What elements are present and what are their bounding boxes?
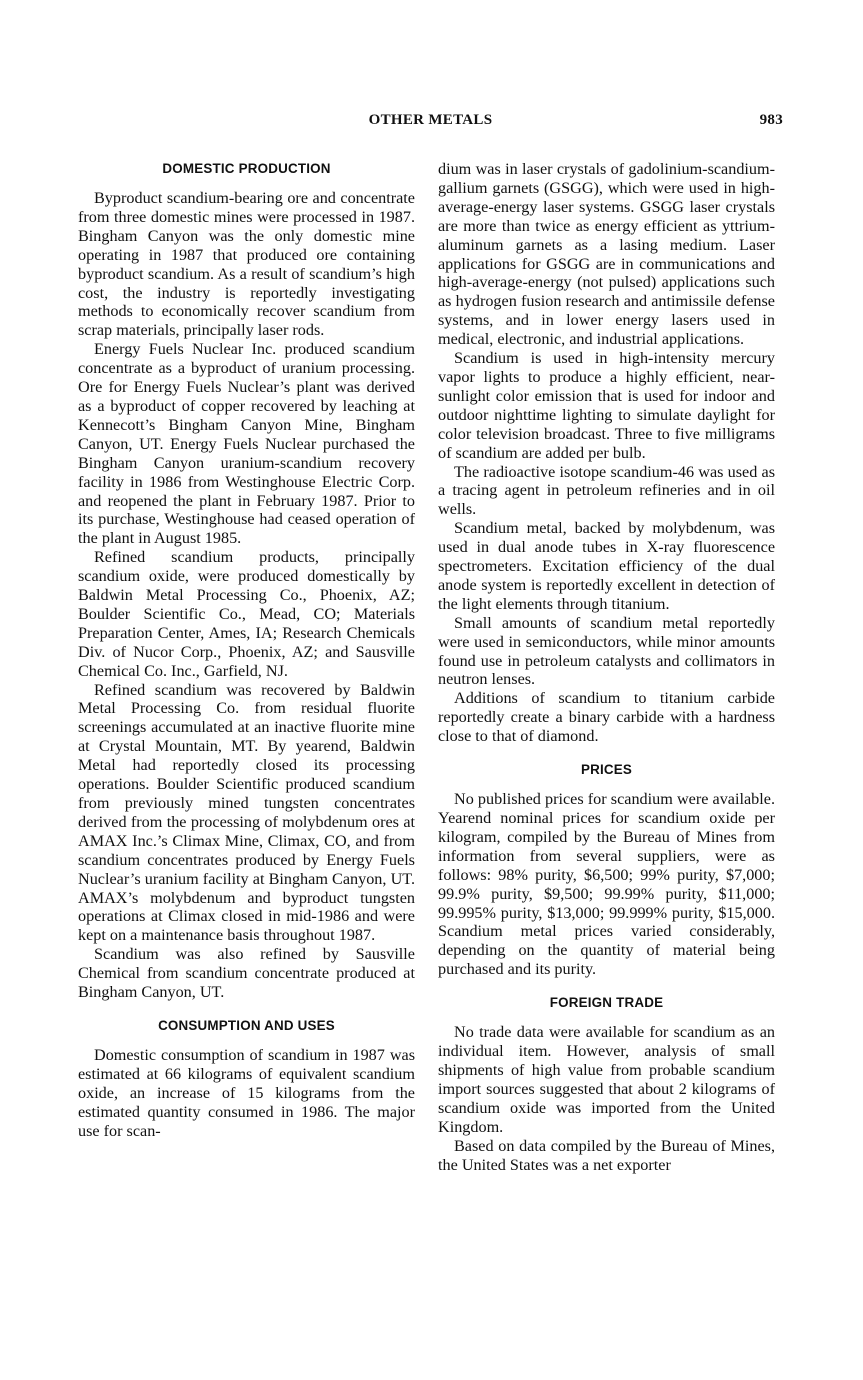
- paragraph: The radioactive isotope scandium-46 was used as a tracing agent in petroleum refineries and in oil wells.: [438, 462, 775, 519]
- paragraph: No trade data were available for scandium as an individual item. However, analysis of small shipments of high value from probable scandium import sources suggested that about 2 kilograms of scandium oxide was imported from the United Kingdom.: [438, 1023, 775, 1136]
- paragraph: No published prices for scandium were available. Yearend nominal prices for scandium oxide per kilogram, compiled by the Bureau of Mines from information from several suppliers, were as follows: 98% purity, $6,500; 99% purity, $7,000; 99.9% purity, $9,500; 99.99% purity, $11,000; 99.995% purity, $13,000; 99.999% purity, $15,000. Scandium metal prices varied considerably, depending on the quantity of material being purchased and its purity.: [438, 790, 775, 979]
- heading-consumption-and-uses: CONSUMPTION AND USES: [158, 1017, 335, 1033]
- running-header: [78, 112, 783, 134]
- heading-prices: PRICES: [580, 762, 633, 778]
- right-column: [438, 160, 775, 1174]
- paragraph: Scandium metal, backed by molybdenum, was used in dual anode tubes in X-ray fluorescence spectrometers. Excitation efficiency of the dual anode system is reportedly excellent in detection of the light elements through titanium.: [438, 519, 775, 613]
- paragraph: Byproduct scandium-bearing ore and concentrate from three domestic mines were processed in 1987. Bingham Canyon was the only domestic mine operating in 1987 that produced ore containing byproduct scandium. As a result of scandium’s high cost, the industry is reportedly investigating methods to economically recover scandium from scrap materials, principally laser rods.: [78, 189, 415, 340]
- page-number: 983: [759, 112, 783, 128]
- running-title: OTHER METALS: [368, 112, 493, 128]
- paragraph: Refined scandium products, principally scandium oxide, were produced domestically by Baldwin Metal Processing Co., Phoenix, AZ; Boulder Scientific Co., Mead, CO; Materials Preparation Center, Ames, IA; Research Chemicals Div. of Nucor Corp., Phoenix, AZ; and Sausville Chemical Co. Inc., Garfield, NJ.: [78, 548, 415, 680]
- paragraph: Refined scandium was recovered by Baldwin Metal Processing Co. from residual fluorite screenings accumulated at an inactive fluorite mine at Crystal Mountain, MT. By yearend, Baldwin Metal had reportedly closed its processing operations. Boulder Scientific produced scandium from previously mined tungsten concentrates derived from the processing of molybdenum ores at AMAX Inc.’s Climax Mine, Climax, CO, and from scandium concentrates produced by Energy Fuels Nuclear’s uranium facility at Bingham Canyon, UT. AMAX’s molybdenum and byproduct tungsten operations at Climax closed in mid-1986 and were kept on a maintenance basis throughout 1987.: [78, 680, 415, 945]
- paragraph: Small amounts of scandium metal reportedly were used in semiconductors, while minor amounts found use in petroleum catalysts and collimators in neutron lenses.: [438, 613, 775, 689]
- paragraph: Scandium is used in high-intensity mercury vapor lights to produce a highly efficient, near-sunlight color emission that is used for indoor and outdoor nighttime lighting to simulate daylight for color television broadcast. Three to five milligrams of scandium are added per bulb.: [438, 349, 775, 462]
- left-column: [78, 160, 415, 1141]
- paragraph: Energy Fuels Nuclear Inc. produced scandium concentrate as a byproduct of uranium processing. Ore for Energy Fuels Nuclear’s plant was derived as a byproduct of copper recovered by leaching at Kennecott’s Bingham Canyon Mine, Bingham Canyon, UT. Energy Fuels Nuclear purchased the Bingham Canyon uranium-scandium recovery facility in 1986 from Westinghouse Electric Corp. and reopened the plant in February 1987. Prior to its purchase, Westinghouse had ceased operation of the plant in August 1985.: [78, 340, 415, 548]
- heading-domestic-production: DOMESTIC PRODUCTION: [162, 161, 331, 176]
- paragraph: Scandium was also refined by Sausville Chemical from scandium concentrate produced at Bingham Canyon, UT.: [78, 945, 415, 1002]
- paragraph-continued: dium was in laser crystals of gadolinium-scandium-gallium garnets (GSGG), which were used in high-average-energy laser systems. GSGG laser crystals are more than twice as energy efficient as yttrium-aluminum garnets as a lasing medium. Laser applications for GSGG are in communications and high-average-energy (not pulsed) applications such as hydrogen fusion research and antimissile defense systems, and in lower energy lasers used in medical, electronic, and industrial applications.: [438, 160, 775, 349]
- paragraph: Domestic consumption of scandium in 1987 was estimated at 66 kilograms of equivalent scandium oxide, an increase of 15 kilograms from the estimated quantity consumed in 1986. The major use for scan-: [78, 1045, 415, 1140]
- paragraph: Additions of scandium to titanium carbide reportedly create a binary carbide with a hardness close to that of diamond.: [438, 689, 775, 746]
- heading-foreign-trade: FOREIGN TRADE: [549, 995, 664, 1011]
- paragraph: Based on data compiled by the Bureau of Mines, the United States was a net exporter: [438, 1136, 775, 1174]
